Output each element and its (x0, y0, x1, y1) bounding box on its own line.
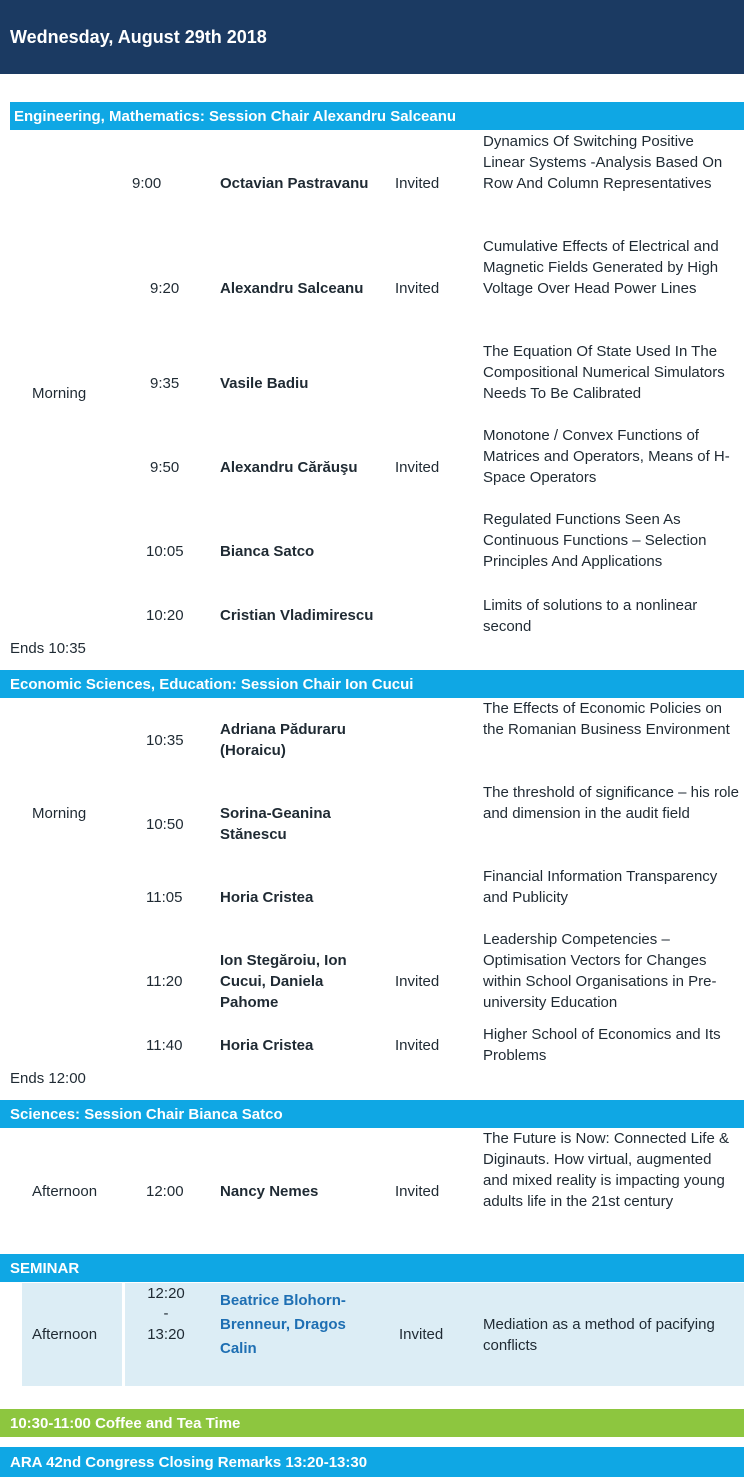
talk-time: 10:05 (146, 543, 184, 560)
seminar-divider (122, 1283, 125, 1386)
seminar-time-start: 12:20 (147, 1285, 185, 1302)
closing-remarks-bar: ARA 42nd Congress Closing Remarks 13:20-13:30 (0, 1447, 744, 1477)
talk-title: The Effects of Economic Policies on the Romanian Business Environment (483, 700, 730, 738)
talk-speaker: Vasile Badiu (220, 375, 309, 392)
seminar-type: Invited (399, 1326, 444, 1343)
seminar-speaker: Beatrice Blohorn-Brenneur, Dragos Calin (220, 1292, 346, 1357)
talk-speaker: Nancy Nemes (220, 1183, 319, 1200)
talk-title: Dynamics Of Switching Positive Linear Systems -Analysis Based On Row And Column Representatives (483, 133, 723, 192)
talk-title: The Equation Of State Used In The Compositional Numerical Simulators Needs To Be Calibrated (483, 343, 725, 402)
talk-speaker: Alexandru Salceanu (220, 280, 364, 297)
talk-title: The threshold of significance – his role and dimension in the audit field (483, 784, 739, 822)
session-ends: Ends 12:00 (10, 1070, 86, 1087)
talk-time: 9:35 (150, 375, 180, 392)
talk-time: 10:20 (146, 607, 184, 624)
seminar-period: Afternoon (32, 1326, 98, 1343)
talk-speaker: Alexandru Cărăuşu (220, 459, 358, 476)
talk-title: Monotone / Convex Functions of Matrices and Operators, Means of H-Space Operators (483, 427, 730, 486)
session-heading-economic: Economic Sciences, Education: Session Chair Ion Cucui (0, 670, 744, 698)
talk-speaker: Octavian Pastravanu (220, 175, 369, 192)
talk-type: Invited (395, 459, 440, 476)
talk-type: Invited (395, 973, 440, 990)
talk-time: 11:05 (146, 889, 183, 906)
talk-speaker: Horia Cristea (220, 889, 314, 906)
talk-type: Invited (395, 175, 440, 192)
page-title: Wednesday, August 29th 2018 (0, 0, 744, 74)
session-period: Morning (32, 805, 87, 822)
seminar-time-separator: - (163, 1305, 169, 1322)
talk-time: 9:20 (150, 280, 180, 297)
session-ends: Ends 10:35 (10, 640, 86, 657)
talk-title: Financial Information Transparency and Publicity (483, 868, 718, 906)
talk-title: Higher School of Economics and Its Problems (483, 1026, 721, 1064)
talk-time: 11:40 (146, 1037, 183, 1054)
talk-speaker: Ion Stegăroiu, Ion Cucui, Daniela Pahome (220, 952, 347, 1011)
talk-time: 11:20 (146, 973, 183, 990)
talk-title: Limits of solutions to a nonlinear second (483, 597, 698, 635)
session-heading-engineering: Engineering, Mathematics: Session Chair Alexandru Salceanu (10, 102, 744, 130)
talk-type: Invited (395, 280, 440, 297)
talk-time: 10:35 (146, 732, 184, 749)
talk-title: The Future is Now: Connected Life & Diginauts. How virtual, augmented and mixed reality is impacting young adults life in the 21st century (483, 1130, 729, 1210)
session-period: Afternoon (32, 1183, 98, 1200)
talk-type: Invited (395, 1037, 440, 1054)
talk-title: Regulated Functions Seen As Continuous Functions – Selection Principles And Applications (483, 511, 707, 570)
seminar-heading: SEMINAR (0, 1254, 744, 1282)
talk-type: Invited (395, 1183, 440, 1200)
talk-time: 9:50 (150, 459, 180, 476)
coffee-break-bar: 10:30-11:00 Coffee and Tea Time (0, 1409, 744, 1437)
talk-speaker: Cristian Vladimirescu (220, 607, 374, 624)
talk-speaker: Horia Cristea (220, 1037, 314, 1054)
talk-speaker: Bianca Satco (220, 543, 315, 560)
talk-time: 10:50 (146, 816, 184, 833)
session-heading-sciences: Sciences: Session Chair Bianca Satco (0, 1100, 744, 1128)
talk-speaker: Sorina-Geanina Stănescu (220, 805, 331, 843)
talk-title: Leadership Competencies – Optimisation Vectors for Changes within School Organisations in Pre-university Education (483, 931, 717, 1011)
session-period: Morning (32, 385, 87, 402)
talk-title: Cumulative Effects of Electrical and Magnetic Fields Generated by High Voltage Over Head Power Lines (483, 238, 719, 297)
seminar-time-end: 13:20 (147, 1326, 185, 1343)
seminar-title: Mediation as a method of pacifying conflicts (483, 1316, 715, 1354)
talk-time: 9:00 (132, 175, 162, 192)
talk-speaker: Adriana Păduraru (Horaicu) (220, 721, 346, 759)
talk-time: 12:00 (146, 1183, 184, 1200)
